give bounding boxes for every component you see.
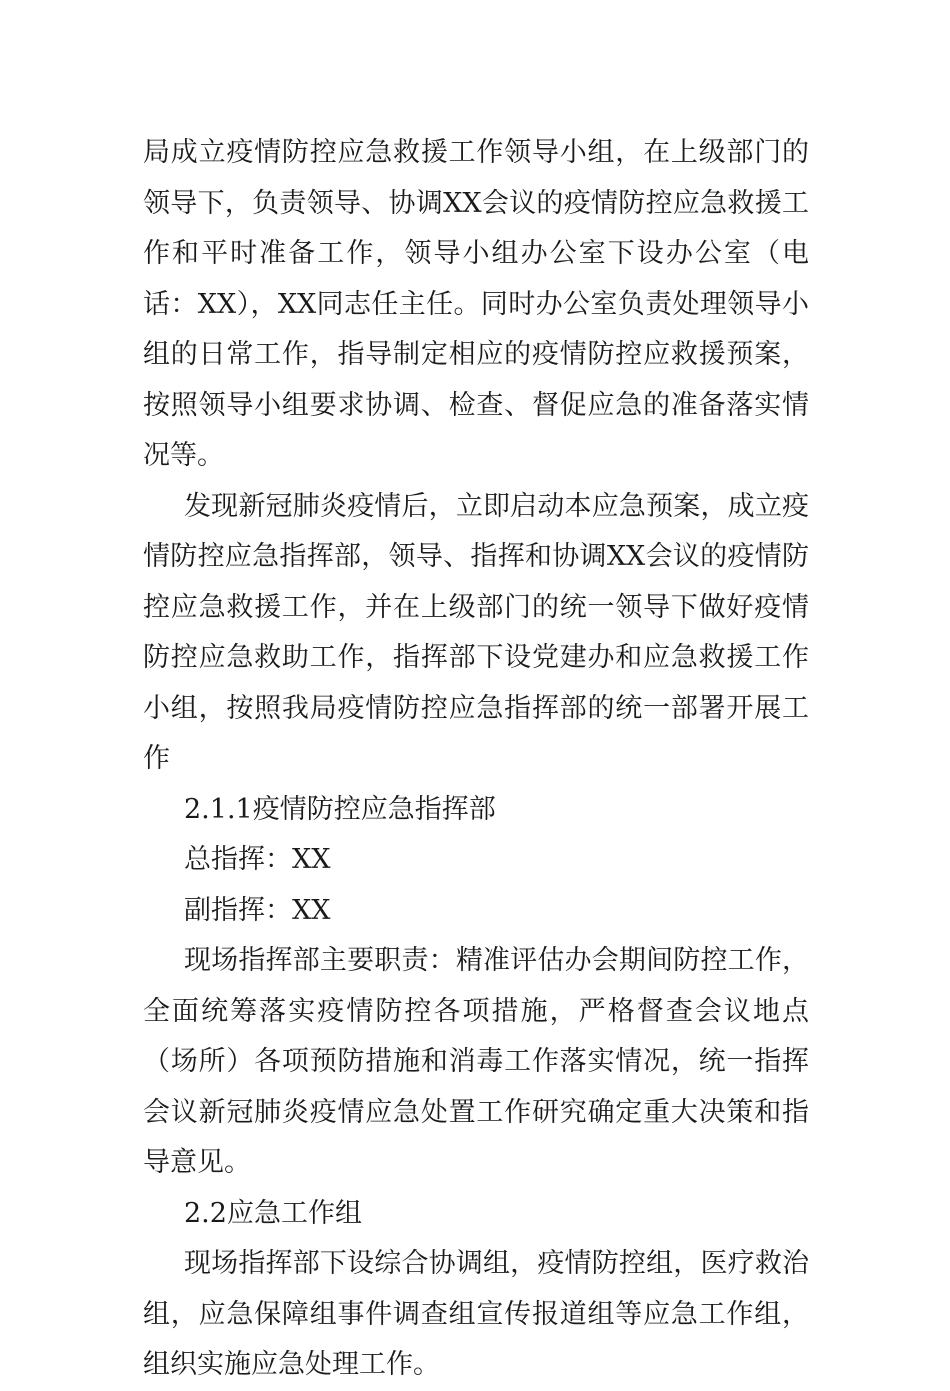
paragraph-main-duties: 现场指挥部主要职责：精准评估办会期间防控工作，全面统筹落实疫情防控各项措施，严格督查会议地点（场所）各项预防措施和消毒工作落实情况，统一指挥会议新冠肺炎疫情应急处置工作研究确定重大决策和指导意见。 (143, 945, 809, 1178)
paragraph-command-headquarters: 发现新冠肺炎疫情后，立即启动本应急预案，成立疫情防控应急指挥部，领导、指挥和协调XX会议的疫情防控应急救援工作，并在上级部门的统一领导下做好疫情防控应急救助工作，指挥部下设党建办和应急救援工作小组，按照我局疫情防控应急指挥部的统一部署开展工作 (143, 490, 809, 774)
section-heading-2-1-1: 2.1.1疫情防控应急指挥部 (184, 793, 496, 825)
paragraph-work-groups: 现场指挥部下设综合协调组，疫情防控组，医疗救治组，应急保障组事件调查组宣传报道组等应急工作组，组织实施应急处理工作。 (143, 1248, 809, 1380)
paragraph-leadership-group: 局成立疫情防控应急救援工作领导小组，在上级部门的领导下，负责领导、协调XX会议的疫情防控应急救援工作和平时准备工作，领导小组办公室下设办公室（电话：XX），XX同志任主任。同时办公室负责处理领导小组的日常工作，指导制定相应的疫情防控应救援预案，按照领导小组要求协调、检查、督促应急的准备落实情况等。 (143, 137, 809, 471)
commander-line: 总指挥：XX (184, 844, 331, 875)
document-body (143, 128, 809, 1391)
section-heading-2-2: 2.2应急工作组 (184, 1197, 362, 1229)
deputy-commander-line: 副指挥：XX (184, 894, 331, 926)
